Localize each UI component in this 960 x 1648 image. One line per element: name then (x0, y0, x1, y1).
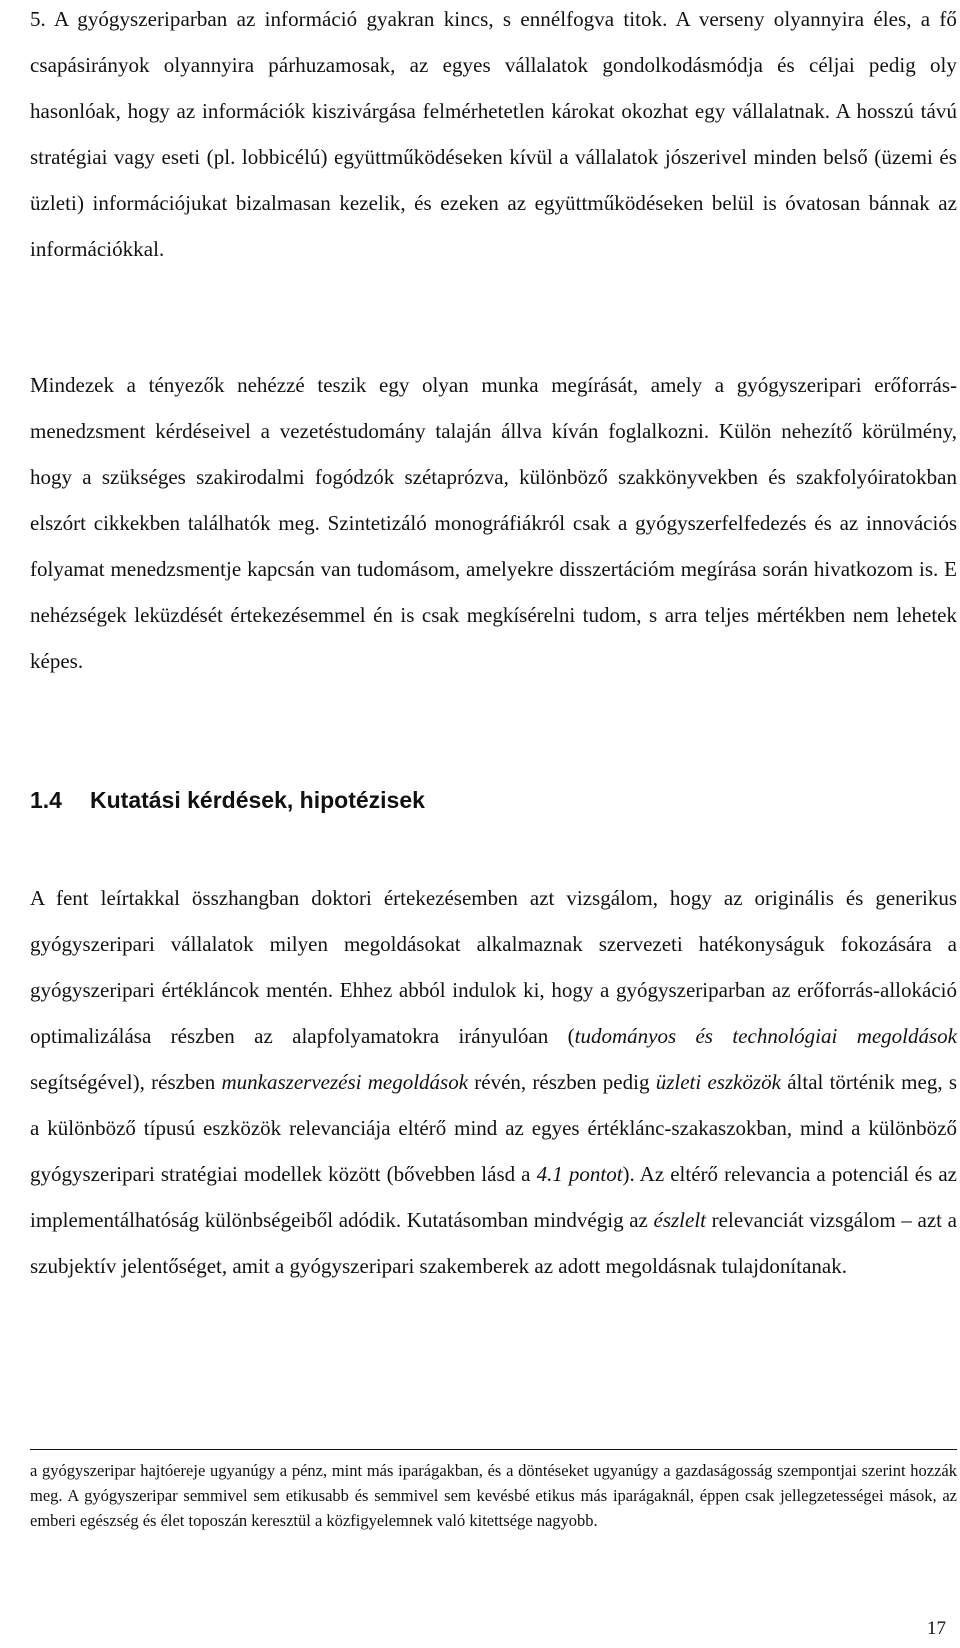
footnote (30, 1458, 957, 1533)
paragraph-research-questions (30, 875, 957, 1289)
paragraph-intro-text: 5. A gyógyszeriparban az információ gyakran kincs, s ennélfogva titok. A verseny olyannyira éles, a fő csapásirányok olyannyira párhuzamosak, az egyes vállalatok gondolkodásmódja és céljai pedig oly hasonlóak, hogy az információk kiszivárgása felmérhetetlen károkat okozhat egy vállalatnak. A hosszú távú stratégiai vagy eseti (pl. lobbicélú) együttműködéseken kívül a vállalatok jószerivel minden belső (üzemi és üzleti) információjukat bizalmasan kezelik, és ezeken az együttműködéseken belül is óvatosan bánnak az információkkal. (30, 7, 957, 261)
footnote-text: a gyógyszeripar hajtóereje ugyanúgy a pénz, mint más iparágakban, és a döntéseket ugyanúgy a gazdaságosság szempontjai szerint hozzák meg. A gyógyszeripar semmivel sem etikusabb és semmivel sem kevésbé etikus más iparágaknál, éppen csak jellegzetességei mások, az emberi egészség és élet toposzán keresztül a közfigyelemnek való kitettsége nagyobb. (30, 1461, 957, 1530)
research-text-part-3: révén, részben pedig (468, 1070, 656, 1094)
section-number: 1.4 (30, 787, 62, 813)
paragraph-intro (30, 0, 957, 272)
paragraph-difficulties-text: Mindezek a tényezők nehézzé teszik egy olyan munka megírását, amely a gyógyszeripari erőforrás-menedzsment kérdéseivel a vezetéstudomány talaján állva kíván foglalkozni. Külön nehezítő körülmény, hogy a szükséges szakirodalmi fogódzók szétaprózva, különböző szakkönyvekben és szakfolyóiratokban elszórt cikkekben találhatók meg. Szintetizáló monográfiákról csak a gyógyszerfelfedezés és az innovációs folyamat menedzsmentje kapcsán van tudomásom, amelyekre disszertációm megírása során hivatkozom is. E nehézségek leküzdését értekezésemmel én is csak megkísérelni tudom, s arra teljes mértékben nem lehetek képes. (30, 373, 957, 673)
paragraph-difficulties (30, 362, 957, 684)
section-heading (30, 784, 425, 816)
section-title: Kutatási kérdések, hipotézisek (90, 787, 425, 813)
research-text-part-4: által történik meg, s a különböző típusú eszközök relevanciája eltérő mind az egyes értéklánc-szakaszokban, mind a különböző gyógyszeripari stratégiai modellek között (bővebben lásd a (30, 1070, 957, 1186)
research-italic-5: észlelt (653, 1208, 707, 1232)
research-italic-2: munkaszervezési megoldások (221, 1070, 469, 1094)
footnote-divider (30, 1449, 957, 1450)
research-text-part-1: A fent leírtakkal összhangban doktori értekezésemben azt vizsgálom, hogy az originális és generikus gyógyszeripari vállalatok milyen megoldásokat alkalmaznak szervezeti hatékonyságuk fokozására a gyógyszeripari értékláncok mentén. Ehhez abból indulok ki, hogy a gyógyszeriparban az erőforrás-allokáció optimalizálása részben az alapfolyamatokra irányulóan ( (30, 886, 957, 1048)
research-italic-1: tudományos és technológiai megoldások (574, 1024, 958, 1048)
research-text-part-5: ). Az eltérő relevancia a potenciál és az implementálhatóság különbségeiből adódik. Kutatásomban mindvégig az (30, 1162, 957, 1232)
research-italic-4: 4.1 pontot (536, 1162, 623, 1186)
research-text-part-6: relevanciát vizsgálom – azt a szubjektív jelentőséget, amit a gyógyszeripari szakemberek az adott megoldásnak tulajdonítanak. (30, 1208, 957, 1278)
research-text-part-2: segítségével), részben (30, 1070, 222, 1094)
research-italic-3: üzleti eszközök (655, 1070, 781, 1094)
page-number: 17 (927, 1618, 946, 1639)
